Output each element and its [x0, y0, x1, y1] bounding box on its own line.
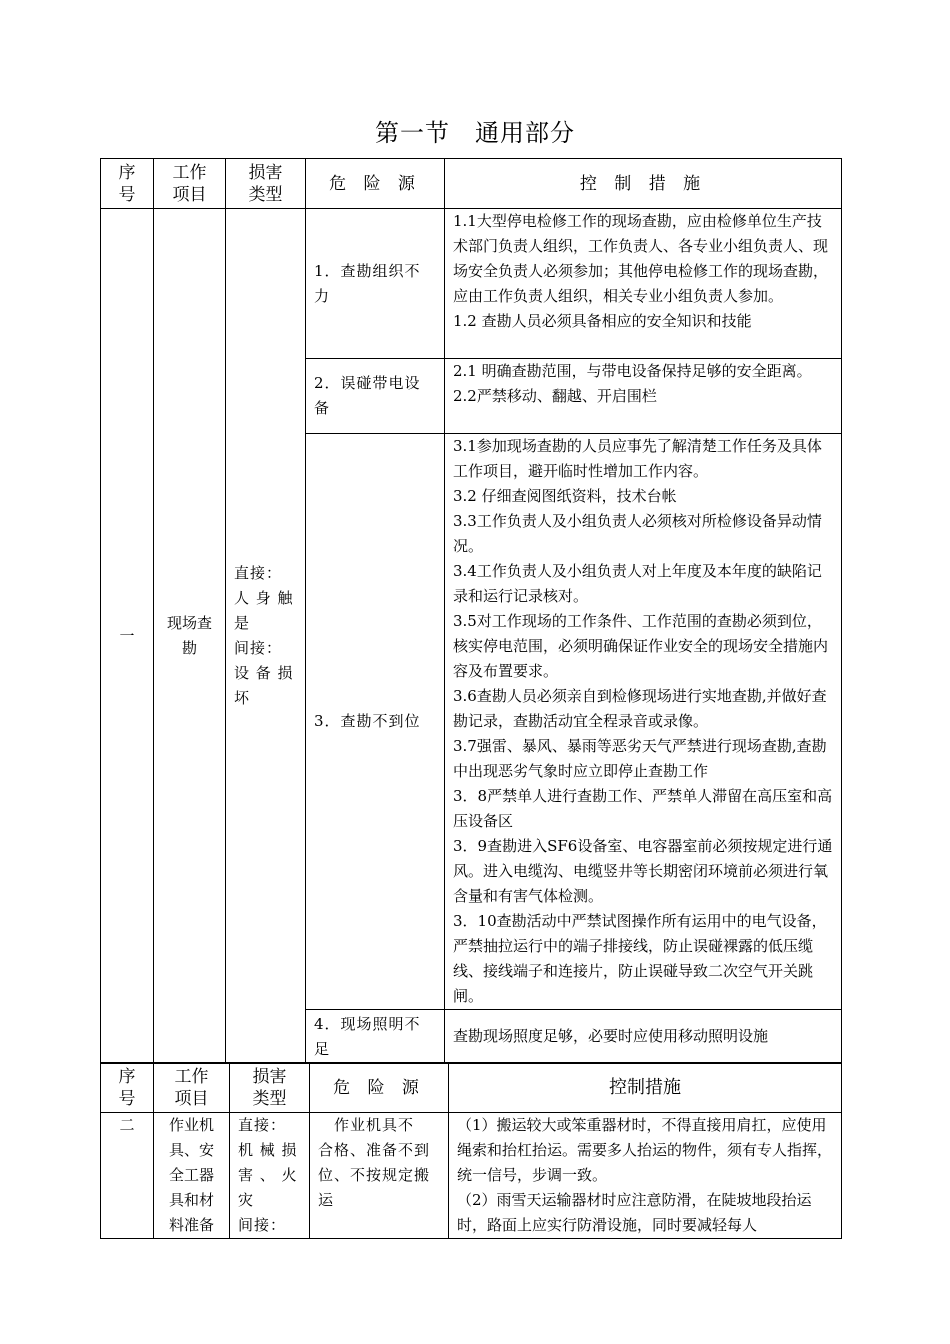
- header-work-item: 工作 项目: [154, 159, 226, 209]
- hazard-cell: 4．现场照明不 足: [306, 1010, 445, 1064]
- measure-cell: 3.1参加现场查勘的人员应事先了解清楚工作任务及具体工作项目，避开临时性增加工作内容。 3.2 仔细查阅图纸资料，技术台帐 3.3工作负责人及小组负责人必须核对所检修设备异动情况。 3.4工作负责人及小组负责人对上年度及本年度的缺陷记录和运行记录核对。 3.5对工作现场的工作条件、工作范围的查勘必须到位，核实停电范围，必须明确保证作业安全的现场安全措施内容及布置要求。 3.6查勘人员必须亲自到检修现场进行实地查勘,并做好查勘记录，查勘活动宜全程录音或录像。 3.7强雷、暴风、暴雨等恶劣天气严禁进行现场查勘,查勘中出现恶劣气象时应立即停止查勘工作 3．8严禁单人进行查勘工作、严禁单人滞留在高压室和高压设备区 3．9查勘进入SF6设备室、电容器室前必须按规定进行通风。进入电缆沟、电缆竖井等长期密闭环境前必须进行氧含量和有害气体检测。 3．10查勘活动中严禁试图操作所有运用中的电气设备，严禁抽拉运行中的端子排接线，防止误碰裸露的低压缆线、接线端子和连接片，防止误碰导致二次空气开关跳闸。: [445, 434, 842, 1010]
- hazard-cell: 1．查勘组织不 力: [306, 209, 445, 359]
- harm-type-cell: 直接： 人 身 触 是 间接： 设 备 损 坏: [226, 209, 306, 1064]
- harm-type-cell: 直接： 机 械 损 害 、 火 灾 间接：: [230, 1113, 310, 1239]
- section2-table: [100, 1062, 842, 1239]
- work-item-cell: 现场查 勘: [154, 209, 226, 1064]
- header-row: [101, 159, 842, 209]
- header-row: [101, 1063, 842, 1113]
- hazard-cell: 3．查勘不到位: [306, 434, 445, 1010]
- work-item-cell: 作业机 具、安 全工器 具和材 料准备: [154, 1113, 230, 1239]
- header-work-item: 工作 项目: [154, 1063, 230, 1113]
- header-seq: 序 号: [101, 1063, 154, 1113]
- page-title: 第一节 通用部分: [375, 119, 575, 147]
- seq-cell: 一: [101, 209, 154, 1064]
- measure-cell: 查勘现场照度足够，必要时应使用移动照明设施: [445, 1010, 842, 1064]
- header-control: 控制措施: [449, 1063, 842, 1113]
- measure-cell: 2.1 明确查勘范围，与带电设备保持足够的安全距离。 2.2严禁移动、翻越、开启围栏: [445, 359, 842, 434]
- header-seq: 序 号: [101, 159, 154, 209]
- header-hazard: 危 险 源: [310, 1063, 449, 1113]
- header-harm-type: 损害 类型: [230, 1063, 310, 1113]
- measure-cell: 1.1大型停电检修工作的现场查勘，应由检修单位生产技术部门负责人组织，工作负责人、各专业小组负责人、现场安全负责人必须参加；其他停电检修工作的现场查勘，应由工作负责人组织，相关专业小组负责人参加。 1.2 查勘人员必须具备相应的安全知识和技能: [445, 209, 842, 359]
- header-hazard: 危 险 源: [306, 159, 445, 209]
- header-harm-type: 损害 类型: [226, 159, 306, 209]
- table-row: [101, 209, 842, 359]
- hazard-cell: 作业机具不 合格、准备不到 位、不按规定搬 运: [310, 1113, 449, 1239]
- section1-table: [100, 158, 842, 1064]
- header-control: 控 制 措 施: [445, 159, 842, 209]
- seq-cell: 二: [101, 1113, 154, 1239]
- measure-cell: （1）搬运较大或笨重器材时，不得直接用肩扛，应使用绳索和抬杠抬运。需要多人抬运的物件，须有专人指挥，统一信号，步调一致。 （2）雨雪天运输器材时应注意防滑，在陡坡地段抬运时，路面上应实行防滑设施，同时要减轻每人: [449, 1113, 842, 1239]
- table-row: [101, 1113, 842, 1239]
- hazard-cell: 2．误碰带电设 备: [306, 359, 445, 434]
